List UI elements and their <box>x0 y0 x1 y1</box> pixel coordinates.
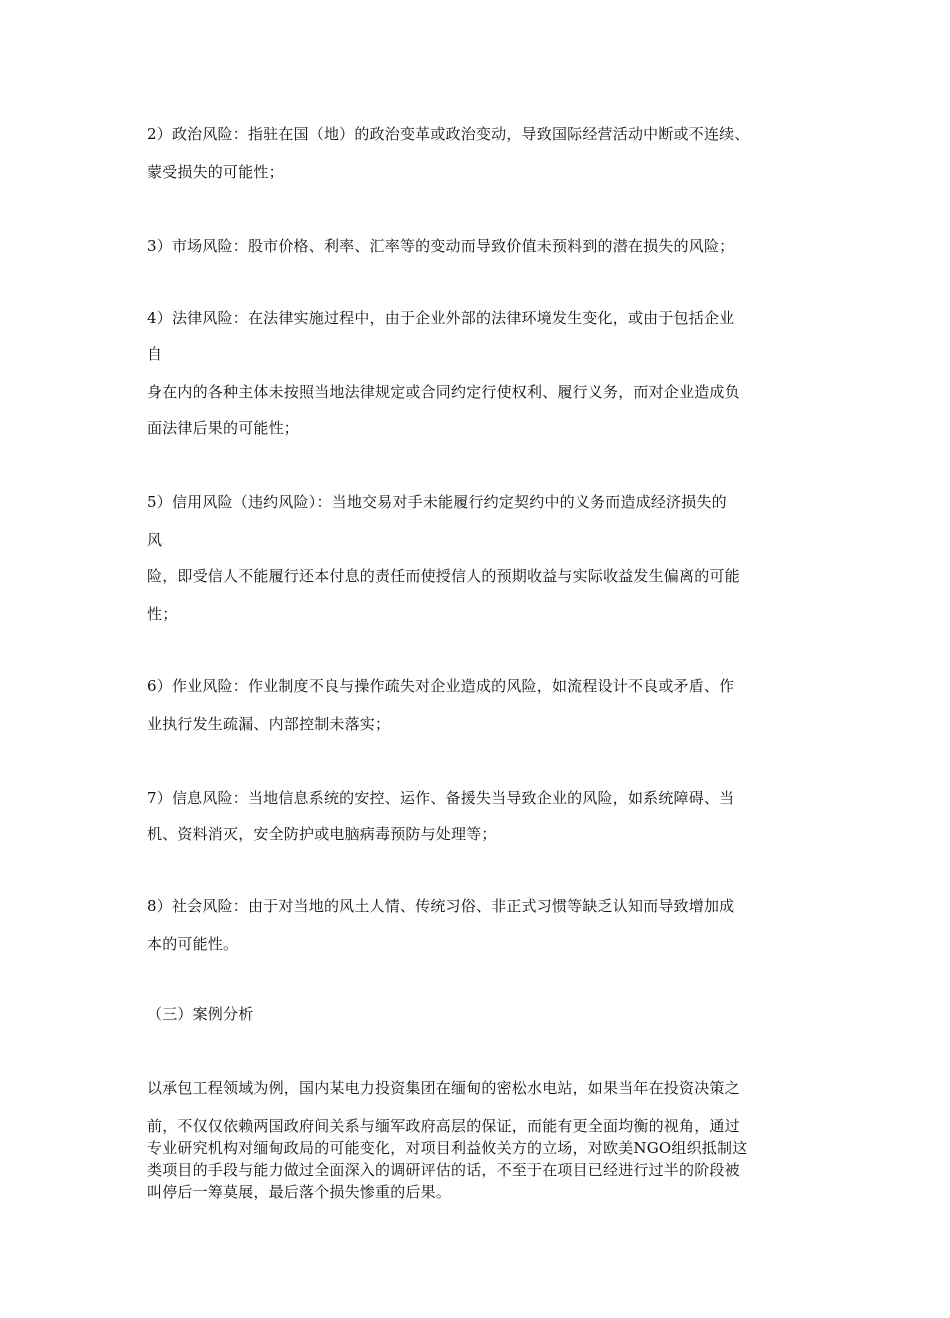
paragraph-4-line-1: 4）法律风险：在法律实施过程中，由于企业外部的法律环境发生变化，或由于包括企业 <box>147 309 735 327</box>
paragraph-2-line-2: 蒙受损失的可能性； <box>147 163 284 181</box>
paragraph-6-line-2: 业执行发生疏漏、内部控制未落实； <box>147 715 391 733</box>
paragraph-5-line-4: 性； <box>147 605 178 623</box>
paragraph-6-line-1: 6）作业风险：作业制度不良与操作疏失对企业造成的风险，如流程设计不良或矛盾、作 <box>147 677 735 695</box>
paragraph-4-line-2: 自 <box>147 345 163 363</box>
section-heading: （三）案例分析 <box>147 1005 254 1023</box>
paragraph-4-line-4: 面法律后果的可能性； <box>147 419 300 437</box>
paragraph-3-line-1: 3）市场风险：股市价格、利率、汇率等的变动而导致价值未预料到的潜在损失的风险； <box>147 237 735 255</box>
paragraph-4-line-3: 身在内的各种主体未按照当地法律规定或合同约定行使权利、履行义务，而对企业造成负 <box>147 383 740 401</box>
paragraph-8-line-2: 本的可能性。 <box>147 935 239 953</box>
paragraph-5-line-1: 5）信用风险（违约风险）：当地交易对手未能履行约定契约中的义务而造成经济损失的 <box>147 493 727 511</box>
paragraph-8-line-1: 8）社会风险：由于对当地的风土人情、传统习俗、非正式习惯等缺乏认知而导致增加成 <box>147 897 735 915</box>
paragraph-5-line-3: 险，即受信人不能履行还本付息的责任而使授信人的预期收益与实际收益发生偏离的可能 <box>147 567 740 585</box>
paragraph-7-line-2: 机、资料消灭，安全防护或电脑病毒预防与处理等； <box>147 825 497 843</box>
paragraph-7-line-1: 7）信息风险：当地信息系统的安控、运作、备援失当导致企业的风险，如系统障碍、当 <box>147 789 735 807</box>
case-paragraph-line-4: 类项目的手段与能力做过全面深入的调研评估的话，不至于在项目已经进行过半的阶段被 <box>147 1161 740 1179</box>
paragraph-5-line-2: 风 <box>147 531 163 549</box>
paragraph-2-line-1: 2）政治风险：指驻在国（地）的政治变革或政治变动，导致国际经营活动中断或不连续、 <box>147 125 750 143</box>
case-paragraph-line-2: 前，不仅仅依赖两国政府间关系与缅军政府高层的保证，而能有更全面均衡的视角，通过 <box>147 1117 740 1135</box>
case-paragraph-line-5: 叫停后一筹莫展，最后落个损失惨重的后果。 <box>147 1183 452 1201</box>
case-paragraph-line-3: 专业研究机构对缅甸政局的可能变化，对项目利益攸关方的立场，对欧美NGO组织抵制这 <box>147 1139 748 1157</box>
case-paragraph-line-1: 以承包工程领域为例，国内某电力投资集团在缅甸的密松水电站，如果当年在投资决策之 <box>147 1079 740 1097</box>
